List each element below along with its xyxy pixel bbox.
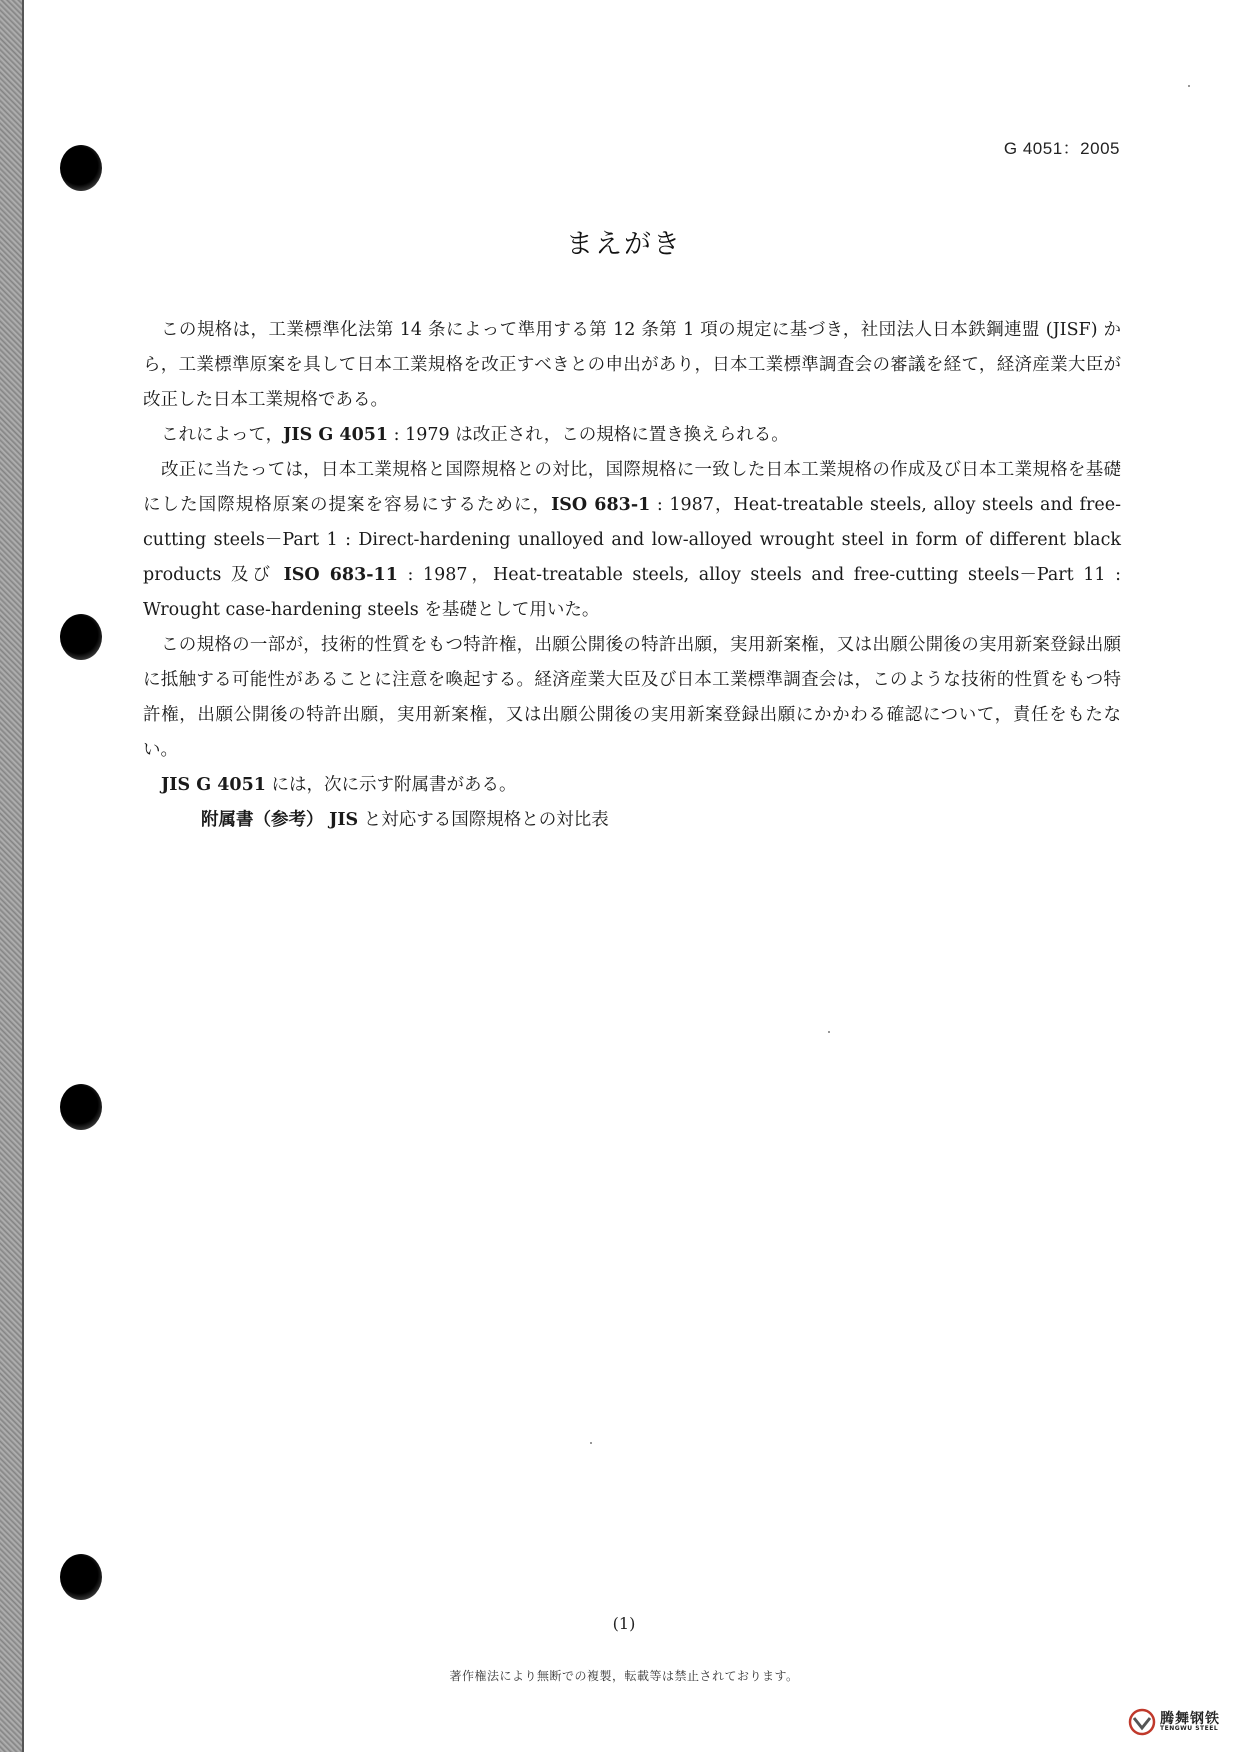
paragraph-2 [143,418,1121,453]
paragraph-2-end: : 1979 は改正され，この規格に置き換えられる。 [388,425,789,445]
scan-speck [1188,85,1190,87]
annex-entry [143,803,1121,838]
watermark-text [1160,1712,1220,1732]
scan-speck [590,1442,592,1444]
scan-edge [0,0,22,1752]
punch-hole-1 [60,145,102,191]
page-title: まえがき [566,229,682,260]
paragraph-5 [143,768,1121,803]
paragraph-3-part-b: : 1987，Heat-treatable steels, alloy steels and free-cutting steels－Part 1 : Direct-hardening unalloyed and low-alloyed wrought steel in form of different black products 及び [143,495,1121,585]
paragraph-2-start: これによって， [161,425,284,445]
tengwu-logo-icon [1128,1708,1156,1736]
copyright-notice: 著作権法により無断での複製，転載等は禁止されております。 [449,1669,799,1683]
paragraph-4: この規格の一部が，技術的性質をもつ特許権，出願公開後の特許出願，実用新案権，又は出願公開後の実用新案登録出願に抵触する可能性があることに注意を喚起する。経済産業大臣及び日本工業標準調査会は，このような技術的性質をもつ特許権，出願公開後の特許出願，実用新案権，又は出願公開後の実用新案登録出願にかかわる確認について，責任をもたない。 [143,635,1121,760]
paragraph-5-end: には，次に示す附属書がある。 [265,775,517,795]
standard-code: G 4051：2005 [1003,139,1120,158]
annex-description: と対応する国際規格との対比表 [358,810,609,830]
iso-reference-1: ISO 683-1 [551,495,651,515]
watermark-name-cn: 腾舞钢铁 [1160,1711,1220,1727]
paragraph-1: この規格は，工業標準化法第 14 条によって準用する第 12 条第 1 項の規定に基づき，社団法人日本鉄鋼連盟 (JISF) から，工業標準原案を具して日本工業規格を改正すべきとの申出があり，日本工業標準調査会の審議を経て，経済産業大臣が改正した日本工業規格である。 [143,320,1121,410]
scan-edge-line [22,0,24,1752]
iso-reference-2: ISO 683-11 [283,565,398,585]
punch-hole-4 [60,1554,102,1600]
page-number: (1) [612,1614,636,1633]
foreword-body [143,313,1121,838]
scan-speck [828,1031,830,1033]
paragraph-3-part-a: 改正に当たっては，日本工業規格と国際規格との対比，国際規格に一致した日本工業規格の作成及び日本工業規格を基礎にした国際規格原案の提案を容易にするために， [143,460,1121,515]
jis-reference: JIS G 4051 [283,425,389,445]
watermark-name-en: TENGWU STEEL [1160,1725,1219,1732]
watermark-logo [1128,1706,1238,1738]
annex-label: 附属書（参考） [201,810,324,830]
punch-hole-2 [60,614,102,660]
paragraph-3-part-c: : 1987，Heat-treatable steels, alloy steels and free-cutting steels－Part 11 : Wrought case-hardening steels を基礎として用いた。 [143,565,1121,620]
annex-jis: JIS [329,810,359,830]
jis-reference: JIS G 4051 [161,775,266,795]
punch-hole-3 [60,1084,102,1130]
paragraph-3 [143,453,1121,628]
